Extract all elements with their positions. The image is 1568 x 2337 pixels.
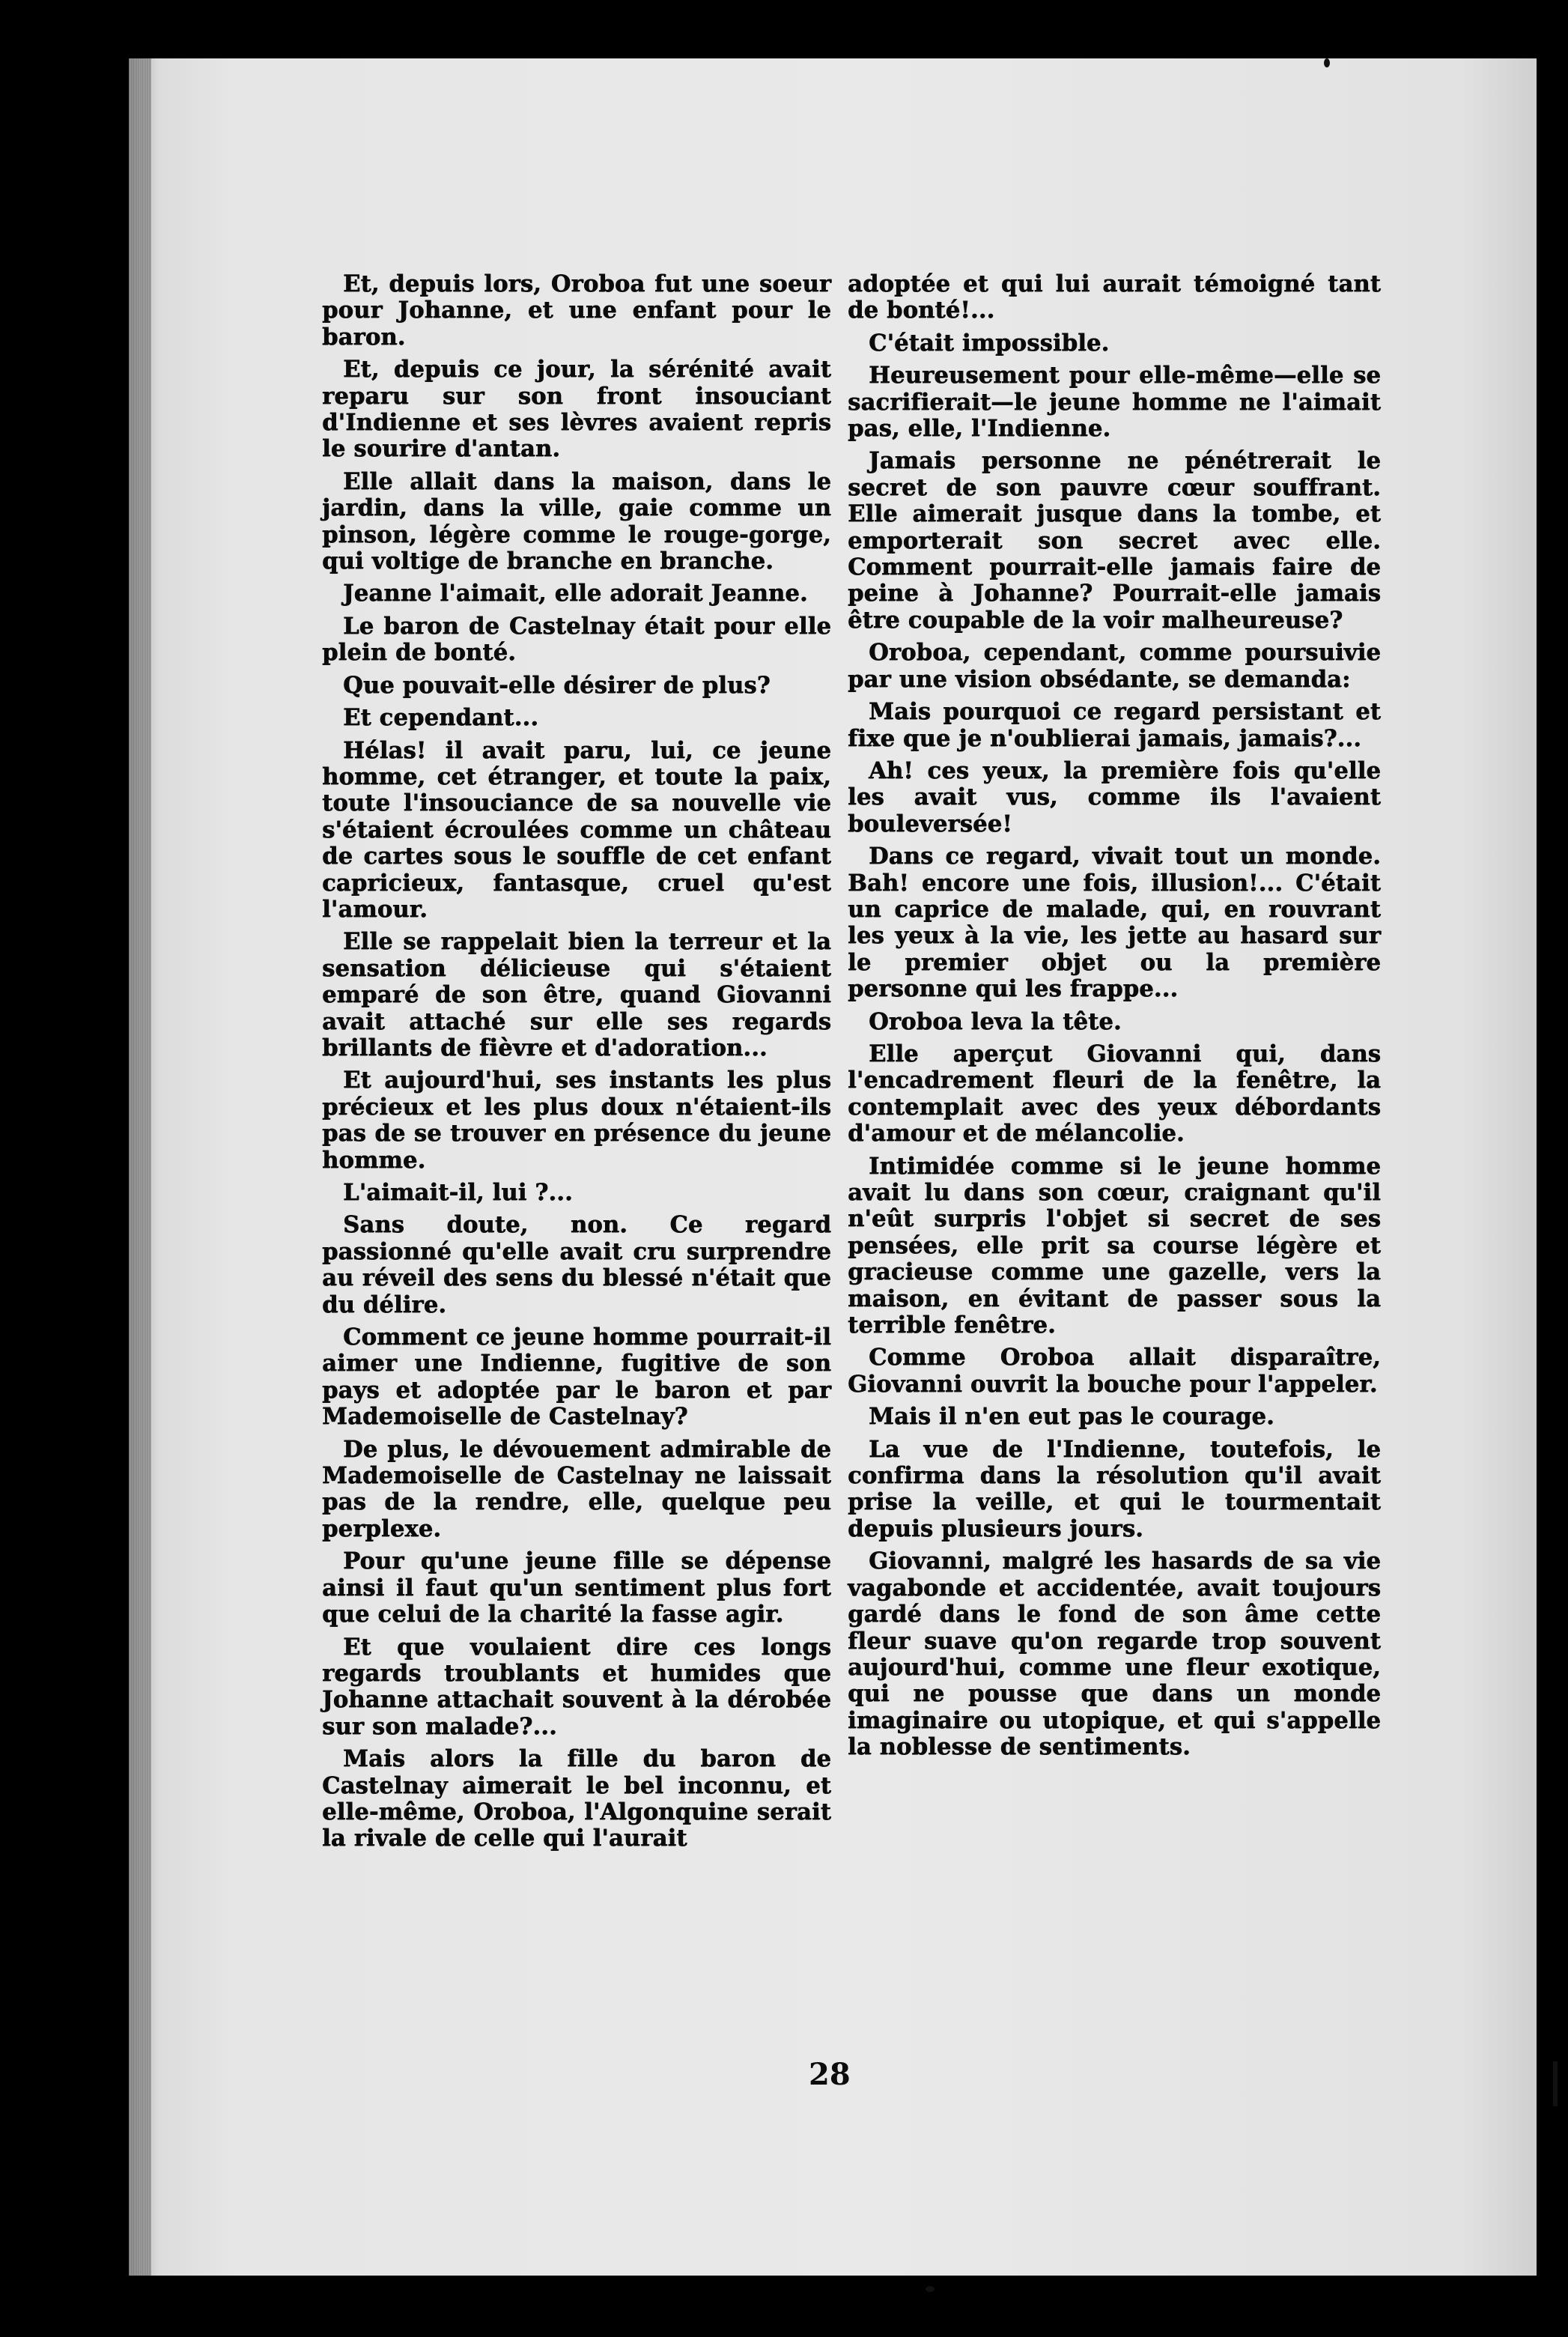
paragraph: Jeanne l'aimait, elle adorait Jeanne.: [343, 580, 808, 607]
paragraph: Pour qu'une jeune fille se dépense ainsi il faut qu'un sentiment plus fort que celui de la charité la fasse agir.: [322, 1548, 831, 1628]
scan-edge-mark: [1553, 2061, 1558, 2106]
paragraph-continuation: adoptée et qui lui aurait témoigné tant de bonté!...: [848, 270, 1381, 324]
paragraph: Comment ce jeune homme pourrait-il aimer une Indienne, fugitive de son pays et adoptée par le baron et par Mademoiselle de Castelnay?: [322, 1324, 831, 1431]
paragraph: Oroboa, cependant, comme poursuivie par une vision obsédante, se demanda:: [848, 639, 1381, 693]
paragraph: Comme Oroboa allait disparaître, Giovanni ouvrit la bouche pour l'appeler.: [848, 1344, 1381, 1398]
paragraph: Et aujourd'hui, ses instants les plus précieux et les plus doux n'étaient-ils pas de se trouver en présence du jeune homme.: [322, 1067, 831, 1174]
paragraph: Elle allait dans la maison, dans le jardin, dans la ville, gaie comme un pinson, légère comme le rouge-gorge, qui voltige de branche en branche.: [322, 467, 831, 575]
paragraph: De plus, le dévouement admirable de Mademoiselle de Castelnay ne laissait pas de la rendre, elle, quelque peu perplexe.: [322, 1435, 831, 1542]
paragraph: Dans ce regard, vivait tout un monde. Bah! encore une fois, illusion!... C'était un caprice de malade, qui, en rouvrant les yeux à la vie, les jette au hasard sur le premier objet ou la première personne qui les frappe...: [848, 843, 1381, 1003]
paragraph: L'aimait-il, lui ?...: [343, 1179, 573, 1206]
paragraph: Mais pourquoi ce regard persistant et fixe que je n'oublierai jamais, jamais?...: [848, 698, 1381, 752]
paragraph: Elle aperçut Giovanni qui, dans l'encadrement fleuri de la fenêtre, la contemplait avec des yeux débordants d'amour et de mélancolie.: [848, 1040, 1381, 1148]
paragraph: Heureusement pour elle-même—elle se sacrifierait—le jeune homme ne l'aimait pas, elle, l'Indienne.: [848, 362, 1381, 443]
scan-speck: [1324, 58, 1330, 67]
paragraph: La vue de l'Indienne, toutefois, le confirma dans la résolution qu'il avait prise la veille, et qui le tourmentait depuis plusieurs jours.: [848, 1435, 1381, 1542]
paragraph: Et que voulaient dire ces longs regards troublants et humides que Johanne attachait souvent à la dérobée sur son malade?...: [322, 1633, 831, 1740]
left-text-column: [322, 271, 831, 1858]
paragraph: Giovanni, malgré les hasards de sa vie vagabonde et accidentée, avait toujours gardé dans le fond de son âme cette fleur suave qu'on regarde trop souvent aujourd'hui, comme une fleur exotique, qui ne pousse que dans un monde imaginaire ou utopique, et qui s'appelle la noblesse de sentiments.: [848, 1548, 1381, 1761]
paragraph: Intimidée comme si le jeune homme avait lu dans son cœur, craignant qu'il n'eût surpris l'objet si secret de ses pensées, elle prit sa course légère et gracieuse comme une gazelle, vers la maison, en évitant de passer sous la terrible fenêtre.: [848, 1152, 1381, 1339]
scan-speck: [926, 2286, 935, 2292]
paragraph: Ah! ces yeux, la première fois qu'elle les avait vus, comme ils l'avaient bouleversée!: [848, 757, 1381, 837]
page-binding-edge: [129, 58, 151, 2276]
page-number: 28: [809, 2057, 851, 2092]
paragraph: C'était impossible.: [869, 329, 1110, 357]
paragraph: Et cependant...: [343, 704, 539, 732]
right-text-column: [848, 271, 1381, 1767]
paragraph: Le baron de Castelnay était pour elle plein de bonté.: [322, 612, 831, 667]
paragraph: Mais il n'en eut pas le courage.: [869, 1403, 1274, 1431]
paragraph: Oroboa leva la tête.: [869, 1007, 1122, 1035]
paragraph: Hélas! il avait paru, lui, ce jeune homme, cet étranger, et toute la paix, toute l'insouciance de sa nouvelle vie s'étaient écroulées comme un château de cartes sous le souffle de cet enfant capricieux, fantasque, cruel qu'est l'amour.: [322, 736, 831, 923]
paragraph: Que pouvait-elle désirer de plus?: [343, 671, 771, 699]
paragraph: Elle se rappelait bien la terreur et la sensation délicieuse qui s'étaient emparé de son être, quand Giovanni avait attaché sur elle ses regards brillants de fièvre et d'adoration...: [322, 928, 831, 1061]
paragraph: Et, depuis ce jour, la sérénité avait reparu sur son front insouciant d'Indienne et ses lèvres avaient repris le sourire d'antan.: [322, 356, 831, 463]
paragraph: Sans doute, non. Ce regard passionné qu'elle avait cru surprendre au réveil des sens du blessé n'était que du délire.: [322, 1211, 831, 1318]
paragraph: Et, depuis lors, Oroboa fut une soeur pour Johanne, et une enfant pour le baron.: [322, 270, 831, 351]
paragraph: Jamais personne ne pénétrerait le secret de son pauvre cœur souffrant. Elle aimerait jusque dans la tombe, et emporterait son secret avec elle. Comment pourrait-elle jamais faire de peine à Johanne? Pourrait-elle jamais être coupable de la voir malheureuse?: [848, 447, 1381, 634]
paragraph: Mais alors la fille du baron de Castelnay aimerait le bel inconnu, et elle-même, Oroboa, l'Algonquine serait la rivale de celle qui l'aurait: [322, 1745, 831, 1852]
